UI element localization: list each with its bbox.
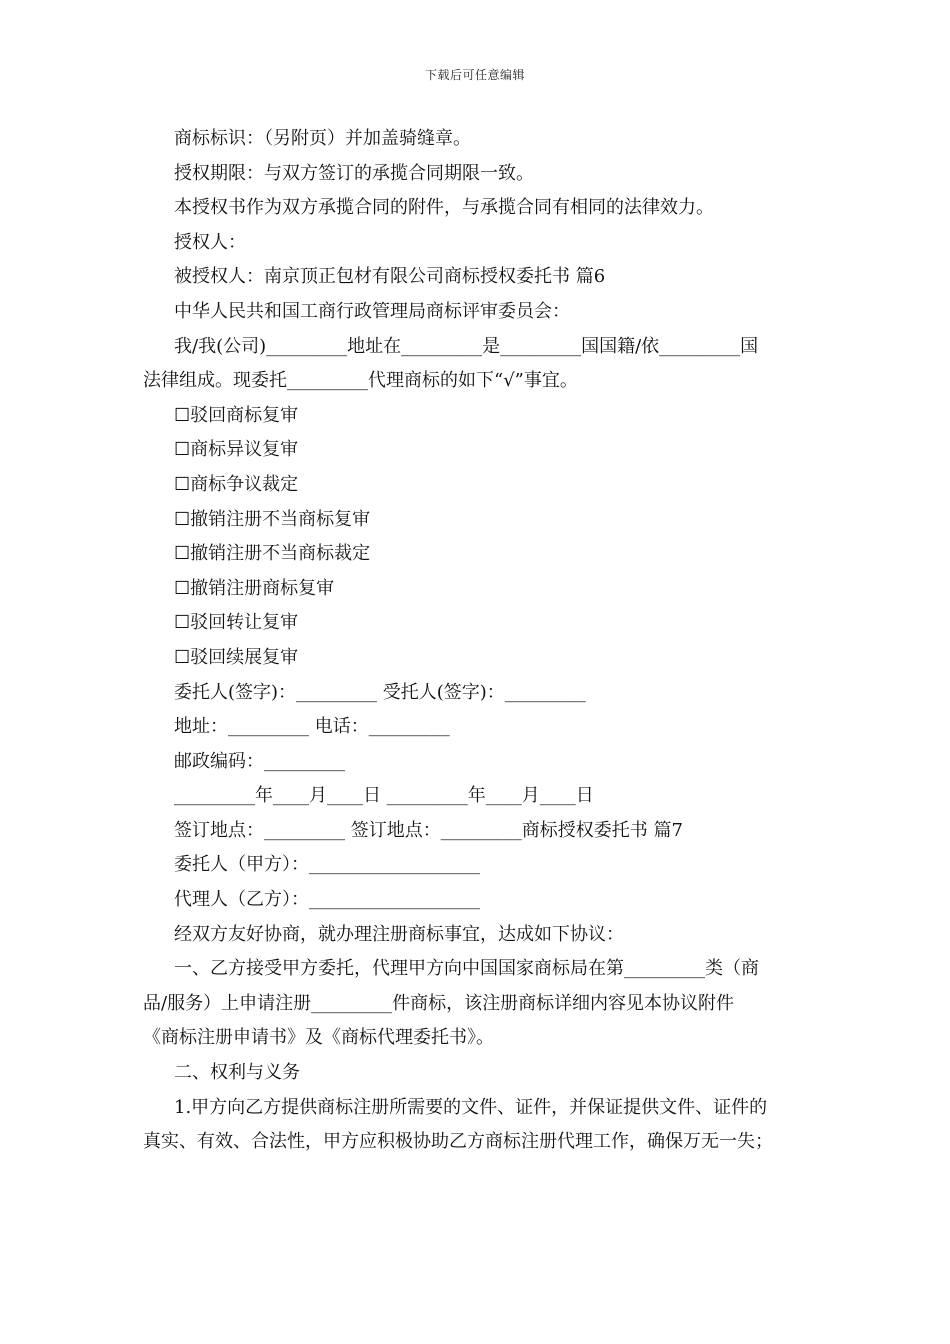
clause-one-line1: 一、乙方接受甲方委托，代理甲方向中国国家商标局在第_________类（商 (174, 958, 759, 980)
party-a-line: 委托人（甲方）：___________________ (174, 854, 480, 876)
party-b-line: 代理人（乙方）：___________________ (174, 889, 480, 911)
document-body (143, 122, 809, 1160)
checkbox-item: ☐驳回商标复审 (174, 404, 299, 426)
signing-place-line: 签订地点：_________ 签订地点：_________商标授权委托书 篇7 (174, 819, 683, 841)
clause-1-line2: 真实、有效、合法性，甲方应积极协助乙方商标注册代理工作，确保万无一失； (143, 1131, 773, 1153)
checkbox-item: ☐驳回转让复审 (174, 612, 299, 634)
checkbox-item: ☐撤销注册不当商标裁定 (174, 543, 371, 565)
signature-line: 委托人(签字)：_________ 受托人(签字)：_________ (174, 681, 586, 703)
clause-1-line1: 1.甲方向乙方提供商标注册所需要的文件、证件，并保证提供文件、证件的 (174, 1096, 768, 1118)
checkbox-item: ☐商标争议裁定 (174, 473, 299, 495)
paragraph-authorizer: 授权人： (174, 231, 246, 253)
paragraph-authorized-party: 被授权人：南京顶正包材有限公司商标授权委托书 篇6 (174, 266, 606, 288)
paragraph-declarant-line2: 法律组成。现委托_________代理商标的如下“√”事宜。 (143, 370, 578, 392)
section-heading-rights: 二、权利与义务 (174, 1062, 300, 1084)
paragraph-legal-effect: 本授权书作为双方承揽合同的附件，与承揽合同有相同的法律效力。 (174, 197, 714, 219)
clause-one-line2: 品/服务）上申请注册_________件商标，该注册商标详细内容见本协议附件 (143, 992, 735, 1014)
date-line: _________年____月____日 _________年____月____日 (174, 785, 594, 807)
paragraph-addressee: 中华人民共和国工商行政管理局商标评审委员会： (174, 300, 570, 322)
page-header: 下载后可任意编辑 (424, 68, 525, 82)
paragraph-trademark-mark: 商标标识：（另附页）并加盖骑缝章。 (174, 128, 471, 149)
checkbox-item: ☐撤销注册商标复审 (174, 577, 335, 599)
address-phone-line: 地址：_________ 电话：_________ (174, 716, 450, 738)
checkbox-item: ☐撤销注册不当商标复审 (174, 508, 371, 530)
checkbox-item: ☐驳回续展复审 (174, 646, 299, 668)
clause-one-line3: 《商标注册申请书》及《商标代理委托书》。 (143, 1027, 494, 1049)
postal-code-line: 邮政编码：_________ (174, 750, 345, 772)
paragraph-authorization-period: 授权期限：与双方签订的承揽合同期限一致。 (174, 162, 534, 184)
agreement-intro: 经双方友好协商，就办理注册商标事宜，达成如下协议： (174, 923, 624, 945)
checkbox-item: ☐商标异议复审 (174, 439, 299, 461)
paragraph-declarant-line1: 我/我(公司)_________地址在_________是_________国国籍/依_________国 (174, 335, 759, 357)
